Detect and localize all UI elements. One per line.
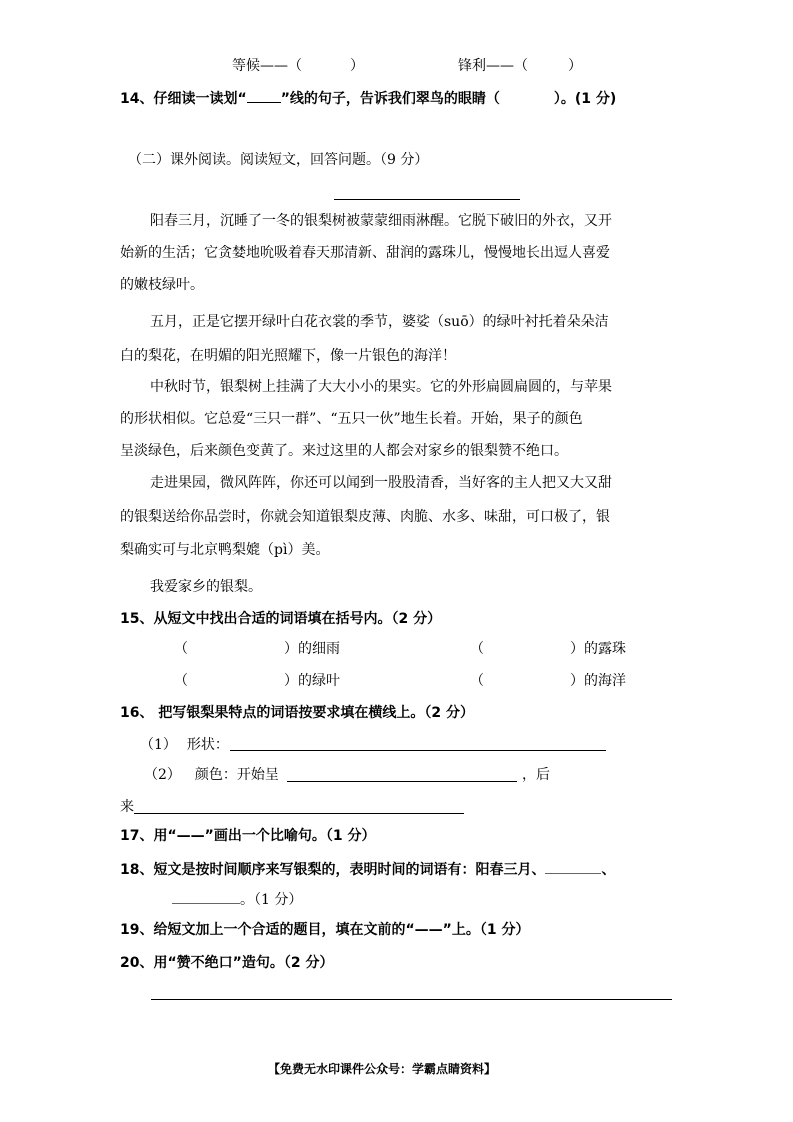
q16-color-blank-2[interactable] — [134, 813, 464, 814]
question-15: 15、从短文中找出合适的词语填在括号内。（2 分） — [120, 611, 442, 627]
passage-p4-line1: 走进果园，微风阵阵，你还可以闻到一股股清香，当好客的主人把又大又甜 — [150, 475, 612, 491]
passage-p2-line1: 五月，正是它摆开绿叶白花衣裳的季节，婆娑（suō）的绿叶衬托着朵朵洁 — [150, 314, 609, 330]
q20-answer-line[interactable] — [151, 999, 672, 1000]
passage-p3-line3: 呈淡绿色，后来颜色变黄了。来过这里的人都会对家乡的银梨赞不绝口。 — [120, 443, 568, 459]
q15-blank-1[interactable]: （ ）的细雨 — [174, 641, 340, 657]
q13-line-b — [458, 56, 582, 76]
q15-blank-2[interactable]: （ ）的露珠 — [470, 641, 626, 657]
q18-blank-2[interactable] — [172, 889, 240, 904]
question-16: 16、 把写银梨果特点的词语按要求填在横线上。（2 分） — [120, 705, 474, 721]
q16-shape-blank[interactable] — [230, 750, 606, 751]
q13-item-a-close: ） — [350, 58, 364, 74]
q15-blank-3[interactable]: （ ）的绿叶 — [174, 673, 340, 689]
passage-p1-line3: 的嫩枝绿叶。 — [120, 277, 204, 293]
q16-sub2: （2） 颜色：开始呈 — [144, 767, 279, 783]
q16-color-blank-1[interactable] — [287, 781, 517, 782]
footer-note: 【免费无水印课件公众号：学霸点睛资料】 — [268, 1062, 497, 1076]
passage-title-blank[interactable] — [334, 199, 520, 200]
passage-p5: 我爱家乡的银梨。 — [150, 579, 262, 595]
question-17: 17、用“——”画出一个比喻句。（1 分） — [120, 828, 376, 844]
q13-item-a: 等候——（ — [232, 58, 302, 74]
passage-p4-line2: 的银梨送给你品尝时，你就会知道银梨皮薄、肉脆、水多、味甜，可口极了，银 — [120, 509, 610, 525]
q16-sub2-cont: 来 — [120, 799, 134, 815]
question-20: 20、用“赞不绝口”造句。（2 分） — [120, 955, 334, 971]
q16-sub2-mid: ，后 — [522, 767, 550, 783]
section-2-heading: （二）课外阅读。阅读短文，回答问题。（9 分） — [128, 152, 429, 168]
q18-blank-1[interactable] — [545, 859, 601, 874]
q16-sub1: （1） 形状： — [140, 737, 229, 753]
passage-p4-line3: 梨确实可与北京鸭梨媲（pì）美。 — [120, 542, 330, 558]
q18-line-2: 。（1 分） — [172, 889, 302, 910]
passage-p3-line2: 的形状相似。它总爱“三只一群”、“五只一伙”地生长着。开始，果子的颜色 — [120, 411, 583, 427]
q13-item-b-close: ） — [568, 58, 582, 74]
passage-p3-line1: 中秋时节，银梨树上挂满了大大小小的果实。它的外形扁圆扁圆的，与苹果 — [150, 379, 612, 395]
q13-line — [232, 56, 364, 76]
question-19: 19、给短文加上一个合适的题目，填在文前的“——”上。（1 分） — [120, 922, 530, 938]
question-14: 14、仔细读一读划“ ”线的句子，告诉我们翠鸟的眼睛（ ）。(1 分) — [120, 88, 616, 109]
q13-item-b: 锋利——（ — [458, 58, 528, 74]
passage-p2-line2: 白的梨花，在明媚的阳光照耀下，像一片银色的海洋！ — [120, 348, 456, 364]
passage-p1-line1: 阳春三月，沉睡了一冬的银梨树被蒙蒙细雨淋醒。它脱下破旧的外衣，又开 — [150, 213, 612, 229]
passage-p1-line2: 始新的生活；它贪婪地吮吸着春天那清新、甜润的露珠儿，慢慢地长出逗人喜爱 — [120, 245, 610, 261]
q14-underline-sample — [247, 88, 281, 103]
question-18: 18、短文是按时间顺序来写银梨的，表明时间的词语有：阳春三月、 、 — [120, 859, 615, 880]
q15-blank-4[interactable]: （ ）的海洋 — [470, 673, 626, 689]
